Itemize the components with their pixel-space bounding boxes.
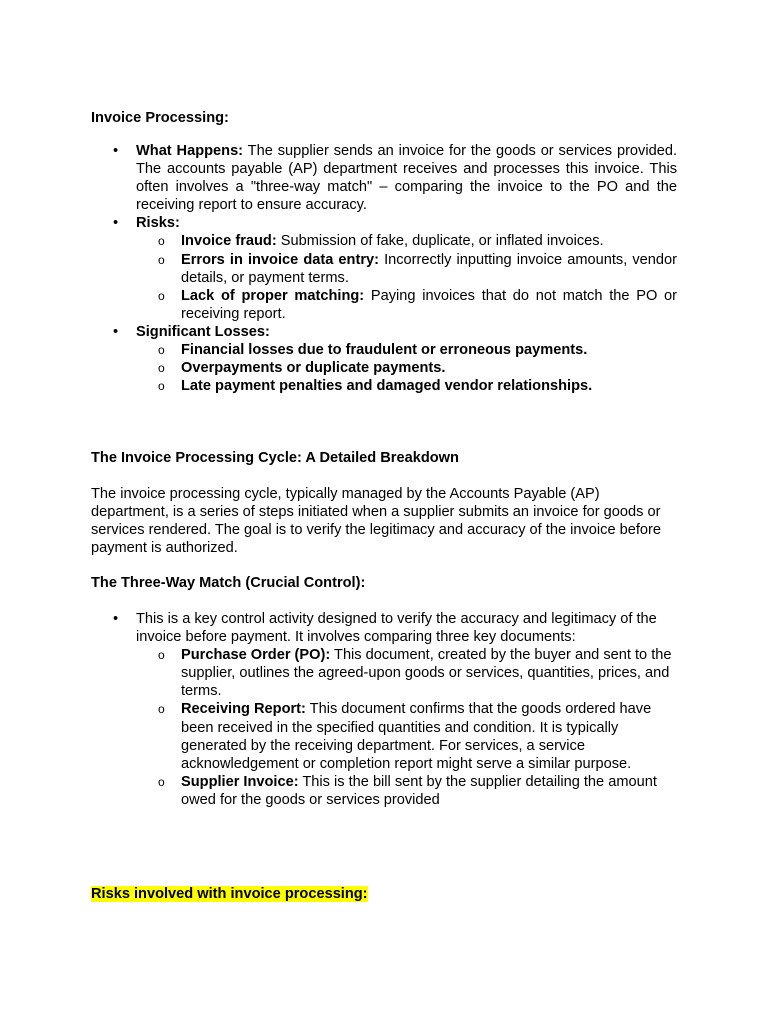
risk-label: Invoice fraud: — [181, 233, 277, 250]
sub-item-purchase-order — [0, 646, 768, 700]
list-item-what-happens — [0, 142, 768, 214]
risks-label: Risks: — [136, 215, 180, 232]
document-label: Supplier Invoice: — [181, 773, 299, 790]
risks-heading — [91, 885, 368, 903]
risk-text: Submission of fake, duplicate, or inflated invoices. — [276, 233, 604, 250]
list-item-key-control — [0, 610, 768, 646]
sub-item-loss — [0, 341, 768, 359]
bullet-icon: • — [113, 143, 119, 159]
document-label: Receiving Report: — [181, 701, 306, 718]
loss-text: Late payment penalties and damaged vendor relationships. — [181, 378, 593, 395]
risk-label: Errors in invoice data entry: — [181, 251, 379, 268]
sub-bullet-icon: o — [158, 648, 165, 663]
losses-label: Significant Losses: — [136, 323, 270, 340]
document-text: This is the bill sent by the supplier detailing the amount owed for the goods or services provided — [181, 773, 657, 808]
bullet-icon: • — [113, 215, 119, 232]
sub-bullet-icon: o — [158, 702, 165, 717]
list-item-risks — [0, 214, 768, 232]
document-label: Purchase Order (PO): — [181, 647, 331, 664]
document-text: This document, created by the buyer and sent to the supplier, outlines the agreed-upon goods or services, quantities, prices, and terms. — [181, 647, 672, 700]
three-way-match-heading: The Three-Way Match (Crucial Control): — [91, 575, 366, 591]
sub-bullet-icon: o — [158, 288, 165, 303]
what-happens-text: The supplier sends an invoice for the goods or services provided. The accounts payable (AP) department receives and processes this invoice. This often involves a "three-way match" – comparing the invoice to the PO and the receiving report to ensure accuracy. — [136, 143, 677, 214]
loss-text: Financial losses due to fraudulent or erroneous payments. — [181, 342, 588, 359]
sub-item-data-entry-errors — [0, 251, 768, 287]
sub-bullet-icon: o — [158, 379, 165, 394]
invoice-processing-heading: Invoice Processing: — [91, 110, 229, 126]
risk-text: Paying invoices that do not match the PO or receiving report. — [181, 287, 677, 322]
sub-bullet-icon: o — [158, 234, 165, 249]
invoice-processing-list — [0, 142, 768, 395]
three-way-match-list — [0, 610, 768, 809]
bullet-icon: • — [113, 323, 119, 340]
list-item-significant-losses — [0, 323, 768, 341]
key-control-text: This is a key control activity designed to verify the accuracy and legitimacy of the invoice before payment. It involves comparing three key documents: — [136, 611, 657, 646]
sub-item-supplier-invoice — [0, 773, 768, 809]
highlighted-risks-heading: Risks involved with invoice processing: — [91, 886, 368, 902]
sub-item-loss — [0, 377, 768, 395]
document-text: This document confirms that the goods ordered have been received in the specified quantities and condition. It is typically generated by the receiving department. For services, a service acknowledgement or completion report might serve a similar purpose. — [181, 701, 652, 772]
bullet-icon: • — [113, 611, 119, 627]
sub-item-invoice-fraud — [0, 232, 768, 250]
cycle-paragraph: The invoice processing cycle, typically managed by the Accounts Payable (AP) department, is a series of steps initiated when a supplier submits an invoice for goods or services rendered. The goal is to verify the legitimacy and accuracy of the invoice before payment is authorized. — [91, 486, 661, 557]
sub-bullet-icon: o — [158, 343, 165, 358]
risk-label: Lack of proper matching: — [181, 287, 365, 304]
sub-item-receiving-report — [0, 700, 768, 772]
sub-bullet-icon: o — [158, 774, 165, 789]
cycle-breakdown-heading: The Invoice Processing Cycle: A Detailed Breakdown — [91, 450, 459, 466]
loss-text: Overpayments or duplicate payments. — [181, 360, 446, 377]
what-happens-label: What Happens: — [136, 143, 244, 159]
risk-text: Incorrectly inputting invoice amounts, vendor details, or payment terms. — [181, 251, 677, 286]
sub-bullet-icon: o — [158, 361, 165, 376]
sub-bullet-icon: o — [158, 252, 165, 267]
sub-item-loss — [0, 359, 768, 377]
sub-item-lack-of-matching — [0, 287, 768, 323]
